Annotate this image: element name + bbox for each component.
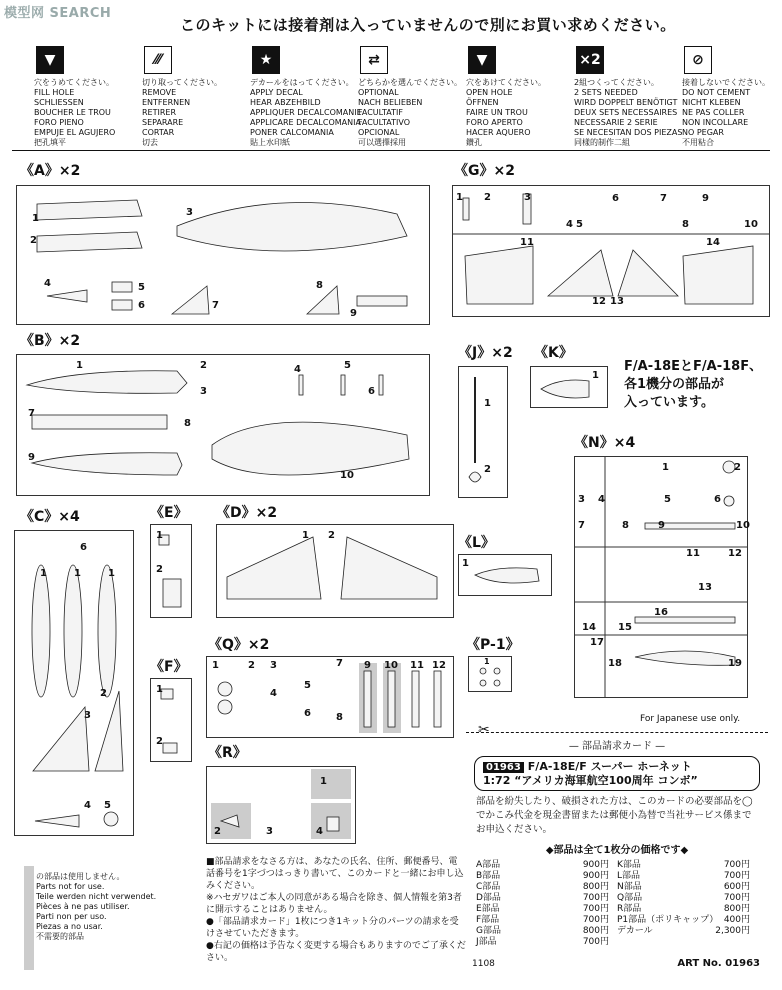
instruction-text: ÖFFNEN (466, 98, 499, 107)
part-number: 9 (28, 452, 35, 463)
part-number: 1 (74, 568, 81, 579)
sprue-l-label: 《L》 (458, 535, 495, 551)
part-name: Q部品 (617, 893, 643, 903)
part-number: 5 (304, 680, 311, 691)
price-row (476, 915, 617, 926)
unused-line: Pièces à ne pas utiliser. (36, 902, 130, 911)
part-price: 800円 (582, 926, 609, 936)
instruction-text: OPEN HOLE (466, 88, 513, 97)
part-number: 12 (432, 660, 446, 671)
instruction-text: FORO PIENO (34, 118, 84, 127)
unused-line: Teile werden nicht verwendet. (36, 892, 157, 901)
sprue-e-label: 《E》 (150, 505, 188, 521)
part-number: 5 (664, 494, 671, 505)
sprue-q-label: 《Q》×2 (208, 637, 270, 653)
sprue-l-frame (458, 554, 552, 596)
part-number: 1 (40, 568, 47, 579)
price-row (617, 904, 758, 915)
sprue-p-label: 《P-1》 (466, 637, 520, 653)
part-number: 6 (304, 708, 311, 719)
fill-hole-icon: ▼ (36, 46, 64, 74)
instruction-text: 不用粘合 (682, 138, 714, 147)
adhesive-note: このキットには接着剤は入っていませんので別にお買い求めください。 (180, 16, 676, 34)
part-number: 3 (266, 826, 273, 837)
footnote: ※ハセガワはご本人の同意がある場合を除き、個人情報を第3者に開示することはありません。 (206, 893, 462, 915)
unused-line: の部品は使用しません。 (36, 872, 125, 881)
part-number: 1 (462, 558, 469, 569)
sprue-b-frame (16, 354, 430, 496)
instruction-text: FACULTATIVO (358, 118, 410, 127)
part-number: 9 (702, 193, 709, 204)
footnote: ■部品請求をなさる方は、あなたの氏名、住所、郵便番号、電話番号を1字づつはっきり書いて、このカードと一緒にお申し込みください。 (206, 857, 464, 891)
part-number: 1 (456, 192, 463, 203)
sprue-r-frame (206, 766, 356, 844)
part-number: 19 (728, 658, 742, 669)
part-number: 1 (212, 660, 219, 671)
part-number: 1 (32, 213, 39, 224)
instruction-item (466, 46, 576, 148)
do-not-cement-icon: ⊘ (684, 46, 712, 74)
instruction-text: SEPARARE (142, 118, 184, 127)
part-number: 8 (184, 418, 191, 429)
instruction-text: 貼上水印紙 (250, 138, 290, 147)
sprue-k-label: 《K》 (534, 345, 573, 361)
parts-request-card (466, 732, 768, 973)
sprue-j-parts (459, 367, 507, 497)
part-price: 800円 (723, 904, 750, 914)
part-number: 3 (524, 192, 531, 203)
part-number: 5 (138, 282, 145, 293)
sprue-a-frame (16, 185, 430, 325)
part-number: 1 (156, 530, 163, 541)
instruction-text: FAIRE UN TROU (466, 108, 528, 117)
card-code: 1108 (472, 959, 495, 969)
instruction-text: DEUX SETS NECESSAIRES (574, 108, 678, 117)
instruction-text: NON INCOLLARE (682, 118, 749, 127)
part-name: N部品 (617, 882, 642, 892)
scissors-icon: ✂ (478, 722, 490, 738)
part-name: R部品 (617, 904, 642, 914)
part-name: デカール (617, 926, 653, 936)
part-number: 1 (76, 360, 83, 371)
sprue-b-label: 《B》×2 (20, 333, 81, 349)
price-row (617, 871, 758, 882)
part-price: 900円 (582, 860, 609, 870)
instruction-text: 穴をうめてください。 (34, 78, 114, 87)
instruction-text: BOUCHER LE TROU (34, 108, 111, 117)
fa18-note-line: F/A-18EとF/A-18F、 (624, 359, 763, 374)
kit-subtitle: 1:72 “アメリカ海軍航空100周年 コンボ” (483, 774, 698, 787)
sprue-n-label: 《N》×4 (574, 435, 636, 451)
footnote: ●右記の価格は予告なく変更する場合もありますのでご了承ください。 (206, 941, 466, 963)
part-number: 3 (84, 710, 91, 721)
instruction-text: OPCIONAL (358, 128, 400, 137)
part-price: 700円 (582, 915, 609, 925)
sprue-p-frame (468, 656, 512, 692)
price-row (476, 882, 617, 893)
instruction-text: 2 SETS NEEDED (574, 88, 638, 97)
instruction-text: 2組つくってください。 (574, 78, 659, 87)
unused-parts-note (36, 872, 156, 942)
price-row (617, 915, 758, 926)
part-number: 4 (84, 800, 91, 811)
part-number: 7 (660, 193, 667, 204)
instruction-text: NO PEGAR (682, 128, 724, 137)
part-number: 9 (658, 520, 665, 531)
instruction-text: SCHLIESSEN (34, 98, 84, 107)
sprue-n-parts (575, 457, 747, 697)
part-number: 1 (320, 776, 327, 787)
part-number: 2 (484, 192, 491, 203)
part-price: 400円 (723, 915, 750, 925)
part-number: 7 (28, 408, 35, 419)
part-name: K部品 (617, 860, 641, 870)
part-number: 10 (340, 470, 354, 481)
part-price: 600円 (723, 882, 750, 892)
part-number: 4 (316, 826, 323, 837)
instruction-text: 把孔填平 (34, 138, 66, 147)
part-number: 2 (200, 360, 207, 371)
instruction-text: REMOVE (142, 88, 177, 97)
part-number: 3 (200, 386, 207, 397)
instruction-text: DO NOT CEMENT (682, 88, 751, 97)
part-number: 3 (578, 494, 585, 505)
part-number: 3 (270, 660, 277, 671)
art-number: ART No. 01963 (677, 958, 760, 969)
fa18-note-line: 各1機分の部品が (624, 377, 725, 392)
unused-line: Parti non per uso. (36, 912, 107, 921)
price-row (617, 926, 758, 937)
price-row (476, 904, 617, 915)
part-number: 6 (138, 300, 145, 311)
part-name: E部品 (476, 904, 500, 914)
part-number: 5 (104, 800, 111, 811)
part-number: 11 (520, 237, 534, 248)
part-number: 6 (368, 386, 375, 397)
instruction-item (142, 46, 252, 148)
part-number: 1 (156, 684, 163, 695)
instruction-text: RETIRER (142, 108, 177, 117)
open-hole-icon: ▼ (468, 46, 496, 74)
instruction-text: APPLY DECAL (250, 88, 303, 97)
instruction-text: SE NECESITAN DOS PIEZAS (574, 128, 683, 137)
part-number: 7 (336, 658, 343, 669)
part-price: 700円 (723, 893, 750, 903)
part-number: 2 (156, 564, 163, 575)
unused-line: Parts not for use. (36, 882, 105, 891)
instruction-text: EMPUJE EL AGUJERO (34, 128, 116, 137)
instruction-text: NE PAS COLLER (682, 108, 745, 117)
sprue-j-label: 《J》×2 (458, 345, 513, 361)
part-number: 2 (100, 688, 107, 699)
part-number: 10 (744, 219, 758, 230)
part-name: P1部品（ポリキャップ） (617, 915, 719, 925)
sprue-j-frame (458, 366, 508, 498)
instruction-text: HEAR ABZEHBILD (250, 98, 321, 107)
part-number: 4 (566, 219, 573, 230)
sprue-a-label: 《A》×2 (20, 163, 81, 179)
instruction-text: FILL HOLE (34, 88, 75, 97)
instruction-text: APPLICARE DECALCOMANIA (250, 118, 361, 127)
part-price: 700円 (582, 904, 609, 914)
kit-info (474, 756, 760, 791)
part-number: 15 (618, 622, 632, 633)
instruction-text: NECESSARIE 2 SERIE (574, 118, 658, 127)
unused-line: 不需要的部品 (36, 932, 84, 941)
part-number: 6 (80, 542, 87, 553)
part-number: 1 (108, 568, 115, 579)
price-column-left (476, 860, 617, 948)
price-row (617, 893, 758, 904)
card-description: 部品を紛失したり、破損された方は、このカードの必要部品を◯でかこみ代金を現金書留または郵便小為替で当社サービス係までお申込ください。 (476, 796, 753, 835)
instruction-text: 穴をあけてください。 (466, 78, 546, 87)
instruction-text: PONER CALCOMANIA (250, 128, 334, 137)
part-number: 3 (186, 207, 193, 218)
card-title: — 部品請求カード — (568, 741, 666, 752)
fa18-note-line: 入っています。 (624, 395, 714, 410)
instruction-text: 鑽孔 (466, 138, 482, 147)
part-number: 9 (350, 308, 357, 319)
part-number: 11 (686, 548, 700, 559)
instruction-text: 同樣的制作二組 (574, 138, 630, 147)
part-number: 14 (582, 622, 596, 633)
japanese-only-note: For Japanese use only. (640, 714, 741, 724)
part-number: 8 (622, 520, 629, 531)
instruction-text: OPTIONAL (358, 88, 399, 97)
part-number: 18 (608, 658, 622, 669)
price-row (476, 926, 617, 937)
apply-decal-icon: ★ (252, 46, 280, 74)
part-number: 8 (682, 219, 689, 230)
part-name: G部品 (476, 926, 501, 936)
part-number: 11 (410, 660, 424, 671)
part-price: 800円 (582, 882, 609, 892)
part-number: 13 (698, 582, 712, 593)
part-name: C部品 (476, 882, 501, 892)
instruction-item (682, 46, 782, 148)
unused-line: Piezas a no usar. (36, 922, 103, 931)
price-row (617, 860, 758, 871)
part-number: 6 (714, 494, 721, 505)
watermark: 模型网 SEARCH (4, 6, 112, 21)
part-number: 4 (294, 364, 301, 375)
part-number: 12 (728, 548, 742, 559)
price-row (476, 893, 617, 904)
part-price: 2,300円 (715, 926, 750, 936)
part-number: 1 (592, 370, 599, 381)
remove-icon: ⁄⁄⁄ (144, 46, 172, 74)
instruction-text: APPLIQUER DECALCOMANIE (250, 108, 362, 117)
instruction-text: 可以選擇採用 (358, 138, 406, 147)
part-number: 10 (384, 660, 398, 671)
optional-icon: ⇄ (360, 46, 388, 74)
part-name: J部品 (476, 937, 497, 947)
part-name: B部品 (476, 871, 501, 881)
part-number: 2 (734, 462, 741, 473)
kit-name: F/A-18E/F スーパー ホーネット (527, 760, 692, 773)
part-number: 2 (328, 530, 335, 541)
part-number: 12 (592, 296, 606, 307)
price-row (476, 860, 617, 871)
instruction-text: FACULTATIF (358, 108, 403, 117)
part-number: 9 (364, 660, 371, 671)
part-number: 14 (706, 237, 720, 248)
part-number: 2 (484, 464, 491, 475)
part-number: 1 (484, 657, 490, 666)
instruction-text: WIRD DOPPELT BENÖTIGT (574, 98, 678, 107)
instruction-text: 切去 (142, 138, 158, 147)
sprue-r-label: 《R》 (208, 745, 247, 761)
sprue-d-label: 《D》×2 (216, 505, 278, 521)
part-number: 5 (576, 219, 583, 230)
part-name: D部品 (476, 893, 501, 903)
part-number: 1 (484, 398, 491, 409)
part-name: F部品 (476, 915, 500, 925)
instruction-text: NICHT KLEBEN (682, 98, 741, 107)
instruction-item (250, 46, 360, 148)
part-number: 4 (270, 688, 277, 699)
part-number: 7 (578, 520, 585, 531)
footnotes (206, 856, 466, 964)
part-price: 700円 (723, 871, 750, 881)
part-number: 5 (344, 360, 351, 371)
sprue-b-parts (17, 355, 429, 495)
instruction-text: CORTAR (142, 128, 175, 137)
part-number: 2 (214, 826, 221, 837)
price-row (476, 937, 617, 948)
instruction-text: 接着しないでください。 (682, 78, 770, 87)
part-number: 16 (654, 607, 668, 618)
kit-number: 01963 (483, 762, 524, 773)
part-number: 17 (590, 637, 604, 648)
instruction-text: ENTFERNEN (142, 98, 191, 107)
price-row (617, 882, 758, 893)
footnote: ●「部品請求カード」1枚につき1キット分のパーツの請求を受けさせていただきます。 (206, 917, 459, 939)
two-sets-icon: ×2 (576, 46, 604, 74)
instruction-text: FORO APERTO (466, 118, 523, 127)
part-number: 7 (212, 300, 219, 311)
instruction-text: デカールをはってください。 (250, 78, 354, 87)
sprue-g-label: 《G》×2 (454, 163, 515, 179)
part-price: 700円 (582, 937, 609, 947)
part-name: A部品 (476, 860, 501, 870)
part-number: 1 (302, 530, 309, 541)
unused-swatch (24, 866, 34, 970)
sprue-f-label: 《F》 (150, 659, 188, 675)
sprue-n-frame (574, 456, 748, 698)
instruction-item (574, 46, 684, 148)
instruction-text: どちらかを選んでください。 (358, 78, 462, 87)
part-number: 2 (248, 660, 255, 671)
instruction-item (34, 46, 144, 148)
fa18-note (624, 358, 762, 412)
part-number: 2 (30, 235, 37, 246)
part-price: 700円 (723, 860, 750, 870)
sprue-l-parts (459, 555, 551, 595)
part-number: 13 (610, 296, 624, 307)
sprue-r-parts (207, 767, 355, 843)
part-number: 8 (336, 712, 343, 723)
sprue-d-frame (216, 524, 454, 618)
sprue-a-parts (17, 186, 429, 324)
part-number: 2 (156, 736, 163, 747)
instruction-text: NACH BELIEBEN (358, 98, 423, 107)
sprue-c-label: 《C》×4 (20, 509, 80, 525)
price-row (476, 871, 617, 882)
part-number: 1 (662, 462, 669, 473)
sprue-d-parts (217, 525, 453, 617)
part-price: 700円 (582, 893, 609, 903)
part-number: 6 (612, 193, 619, 204)
instruction-text: 切り取ってください。 (142, 78, 222, 87)
price-list (476, 860, 758, 948)
part-number: 4 (598, 494, 605, 505)
part-number: 8 (316, 280, 323, 291)
part-number: 4 (44, 278, 51, 289)
part-name: L部品 (617, 871, 641, 881)
instruction-text: HACER AQUERO (466, 128, 531, 137)
instruction-item (358, 46, 468, 148)
price-heading: ◆部品は全て1枚分の価格です◆ (545, 845, 689, 856)
sprue-p-parts (469, 657, 511, 691)
part-number: 10 (736, 520, 750, 531)
price-column-right (617, 860, 758, 948)
part-price: 900円 (582, 871, 609, 881)
divider (12, 150, 770, 151)
